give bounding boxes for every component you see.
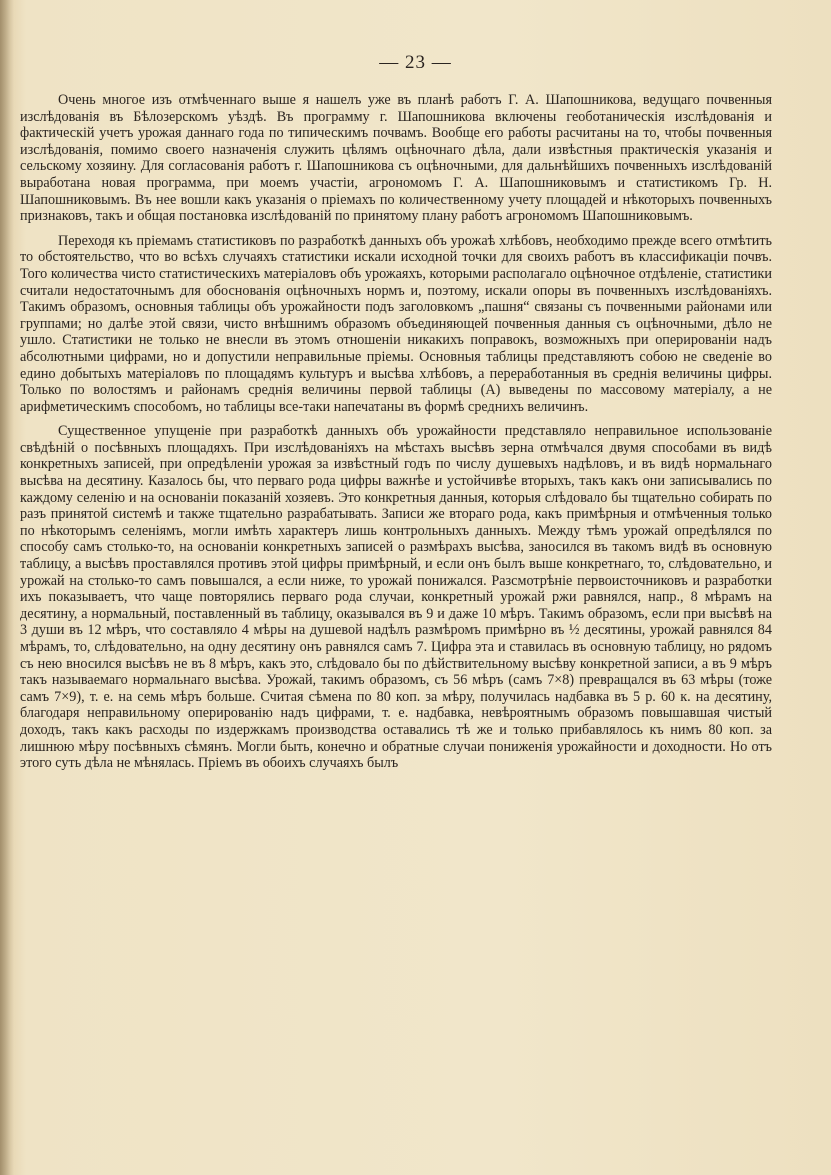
page-number: — 23 — [379, 52, 452, 73]
paragraph-3: Существенное упущеніе при разработкѣ данныхъ объ урожайности представляло неправильное использованіе свѣдѣній о посѣвныхъ площадяхъ. При изслѣдованіяхъ на мѣстахъ высѣвъ зерна отмѣчался двумя способами въ видѣ конкретныхъ записей, при опредѣленіи урожая за извѣстный годъ по числу душевыхъ надѣловъ, и въ видѣ нормальнаго высѣва на десятину. Казалось бы, что перваго рода цифры важнѣе и устойчивѣе вторыхъ, такъ какъ они записывались по каждому селенію и на основаніи показаній хозяевъ. Это конкретныя данныя, которыя слѣдовало бы тщательно собирать по разъ принятой системѣ и также тщательно разрабатывать. Записи же втораго рода, какъ примѣрныя и отмѣченныя только по нѣкоторымъ селеніямъ, могли имѣть характеръ лишь контрольныхъ данныхъ. Между тѣмъ урожай опредѣлялся по способу самъ столько-то, на основаніи конкретныхъ записей о размѣрахъ высѣва, заносился въ такомъ видѣ въ основную таблицу, а высѣвъ проставлялся противъ этой цифры примѣрный, и если онъ былъ выше конкретнаго, то, слѣдовательно, и урожай на столько-то самъ повышался, а если ниже, то урожай понижался. Разсмотрѣніе первоисточниковъ и разработки ихъ показываетъ, что чаще повторялись перваго рода случаи, конкретный урожай ржи равнялся, напр., 8 мѣрамъ на десятину, а нормальный, поставленный въ таблицу, оказывался въ 9 и даже 10 мѣръ. Такимъ образомъ, если при высѣвѣ на 3 души въ 12 мѣръ, что составляло 4 мѣры на душевой надѣлъ размѣромъ примѣрно въ ½ десятины, урожай равнялся 84 мѣрамъ, то, слѣдовательно, на одну десятину онъ равнялся самъ 7. Цифра эта и ставилась въ основную таблицу, но рядомъ съ нею вносился высѣвъ не въ 8 мѣръ, какъ это, слѣдовало бы по дѣйствительному высѣву конкретной записи, а въ 9 мѣръ такъ называемаго нормальнаго высѣва. Урожай, такимъ образомъ, съ 56 мѣръ (самъ 7×8) превращался въ 63 мѣры (тоже самъ 7×9), т. е. на семь мѣръ больше. Считая сѣмена по 80 коп. за мѣру, получилась надбавка въ 5 р. 60 к. на десятину, благодаря неправильному оперированію надъ цифрами, т. е. надбавка, невѣроятнымъ образомъ повышавшая чистый доходъ, такъ какъ расходы по издержкамъ производства оставались тѣ же и только прибавлялось къ нимъ 80 коп. за лишнюю мѣру посѣвныхъ сѣмянъ. Могли быть, конечно и обратные случаи пониженія урожайности и доходности. Но отъ этого суть дѣла не мѣнялась. Пріемъ въ обоихъ случаяхъ былъ [20, 423, 772, 772]
paragraph-2: Переходя къ пріемамъ статистиковъ по разработкѣ данныхъ объ урожаѣ хлѣбовъ, необходимо прежде всего отмѣтить то обстоятельство, что во всѣхъ случаяхъ статистики искали исходной точки для своихъ работъ въ классификаціи почвъ. Того количества чисто статистическихъ матеріаловъ объ урожаяхъ, которыми располагало оцѣночное отдѣленіе, статистики считали недостаточнымъ для обоснованія оцѣночныхъ нормъ и, поэтому, искали опоры въ почвенныхъ изслѣдованіяхъ. Такимъ образомъ, основныя таблицы объ урожайности подъ заголовкомъ „пашня“ связаны съ почвенными районами или группами; но далѣе этой связи, чисто внѣшнимъ образомъ объединяющей почвенныя данныя съ оцѣночными, дѣло не ушло. Статистики не только не внесли въ этомъ отношеніи никакихъ поправокъ, возможныхъ при оперированіи надъ абсолютными цифрами, но и допустили неправильные пріемы. Основныя таблицы представляютъ собою не сведеніе во едино добытыхъ матеріаловъ по площадямъ культуръ и высѣва хлѣбовъ, а переработанныя въ среднія величины цифры. Только по волостямъ и районамъ среднія величины первой таблицы (А) выведены по массовому матеріалу, а не арифметическимъ способомъ, но таблицы все-таки напечатаны въ формѣ среднихъ величинъ. [20, 232, 772, 415]
paragraph-1: Очень многое изъ отмѣченнаго выше я нашелъ уже въ планѣ работъ Г. А. Шапошникова, ведущаго почвенныя изслѣдованія въ Бѣлозерскомъ уѣздѣ. Въ программу г. Шапошникова включены геоботаническія изслѣдованія и фактическій учетъ урожая даннаго года по типическимъ почвамъ. Вообще его работы расчитаны на то, чтобы почвенныя изслѣдованія, помимо своего назначенія служить цѣлямъ оцѣночнаго дѣла, дали извѣстныя практическія указанія и сельскому хозяину. Для согласованія работъ г. Шапошникова съ оцѣночными, для дальнѣйшихъ почвенныхъ изслѣдованій выработана новая программа, при моемъ участіи, агрономомъ Г. А. Шапошниковымъ и статистикомъ Гр. Н. Шапошниковымъ. Въ нее вошли какъ указанія о пріемахъ по количественному учету площадей и нѣкоторыхъ почвенныхъ признаковъ, такъ и общая постановка изслѣдованій по принятому плану работъ агрономомъ Шапошниковымъ. [20, 92, 772, 225]
binding-shadow [0, 0, 14, 1175]
body-text [20, 92, 772, 780]
